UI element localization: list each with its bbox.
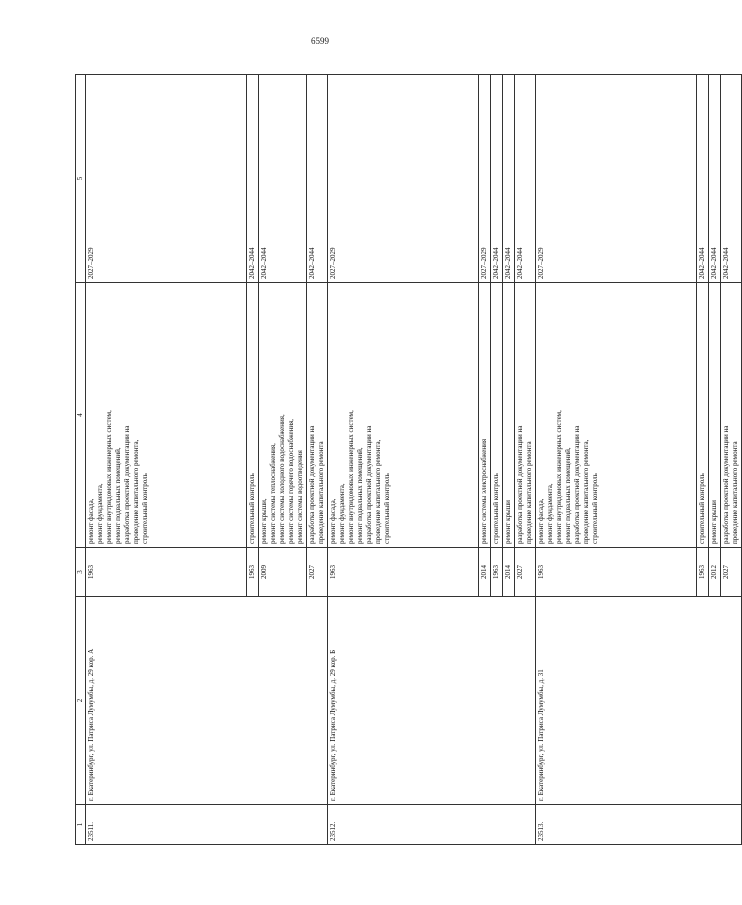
- work-line: строительный контроль: [492, 473, 500, 544]
- work-line: проведение капитального ремонта: [317, 441, 325, 544]
- header-col-3: 3: [76, 548, 86, 597]
- work-cell: [697, 283, 709, 548]
- year-cell: 2014: [503, 548, 515, 597]
- repair-schedule-table-container: [75, 75, 739, 845]
- table-row: [536, 75, 697, 845]
- year-cell: 1963: [491, 548, 503, 597]
- work-cell: [259, 283, 307, 548]
- row-number: 23511.: [86, 805, 328, 845]
- table-row: [328, 75, 479, 845]
- work-line: ремонт подвальных помещений,: [356, 447, 364, 544]
- period-cell: 2042–2044: [247, 75, 259, 283]
- period-cell: 2042–2044: [503, 75, 515, 283]
- period-cell: 2042–2044: [697, 75, 709, 283]
- address-cell: г. Екатеринбург, ул. Патриса Лумумбы, д. 31: [536, 597, 742, 805]
- work-line: проведение капитального ремонта,: [132, 439, 140, 544]
- work-line: ремонт внутридомовых инженерных систем,: [347, 410, 355, 544]
- period-cell: 2042–2044: [709, 75, 721, 283]
- year-cell: 2009: [259, 548, 307, 597]
- period-cell: 2027–2029: [86, 75, 247, 283]
- period-cell: 2027–2029: [328, 75, 479, 283]
- page-number: 6599: [311, 36, 329, 46]
- work-line: ремонт подвальных помещений,: [564, 447, 572, 544]
- period-cell: 2042–2044: [259, 75, 307, 283]
- year-cell: 1963: [328, 548, 479, 597]
- year-cell: 2027: [515, 548, 536, 597]
- work-line: разработка проектной документации на: [722, 425, 730, 544]
- work-cell: [86, 283, 247, 548]
- year-cell: 1963: [536, 548, 697, 597]
- work-line: ремонт системы теплоснабжения,: [269, 443, 277, 544]
- work-line: проведение капитального ремонта: [731, 441, 739, 544]
- period-cell: 2042–2044: [515, 75, 536, 283]
- work-line: ремонт подвальных помещений,: [114, 447, 122, 544]
- work-line: строительный контроль: [141, 473, 149, 544]
- header-col-1: 1: [76, 805, 86, 845]
- period-cell: 2042–2044: [721, 75, 742, 283]
- table-body: [86, 75, 742, 845]
- period-cell: 2027–2029: [479, 75, 491, 283]
- period-cell: 2042–2044: [491, 75, 503, 283]
- work-line: разработка проектной документации на: [516, 425, 524, 544]
- work-line: ремонт фасада,: [87, 498, 95, 544]
- work-line: ремонт фасада,: [537, 498, 545, 544]
- year-cell: 1963: [247, 548, 259, 597]
- work-line: ремонт крыши: [710, 500, 718, 544]
- work-line: ремонт фундамента,: [546, 483, 554, 544]
- header-col-5: 5: [76, 75, 86, 283]
- work-line: строительный контроль: [383, 473, 391, 544]
- work-line: ремонт системы горячего водоснабжения,: [287, 418, 295, 544]
- header-col-2: 2: [76, 597, 86, 805]
- work-line: ремонт фундамента,: [96, 483, 104, 544]
- year-cell: 2014: [479, 548, 491, 597]
- year-cell: 1963: [86, 548, 247, 597]
- work-line: строительный контроль: [698, 473, 706, 544]
- header-row: [76, 75, 86, 845]
- work-line: проведение капитального ремонта,: [582, 439, 590, 544]
- work-line: разработка проектной документации на: [123, 425, 131, 544]
- work-cell: [491, 283, 503, 548]
- work-cell: [515, 283, 536, 548]
- work-line: разработка проектной документации на: [365, 425, 373, 544]
- work-line: ремонт системы холодного водоснабжения,: [278, 414, 286, 544]
- year-cell: 2027: [307, 548, 328, 597]
- work-cell: [709, 283, 721, 548]
- work-line: ремонт крыши: [504, 500, 512, 544]
- header-col-4: 4: [76, 283, 86, 548]
- period-cell: 2027–2029: [536, 75, 697, 283]
- period-cell: 2042–2044: [307, 75, 328, 283]
- work-line: разработка проектной документации на: [308, 425, 316, 544]
- work-line: ремонт внутридомовых инженерных систем,: [555, 410, 563, 544]
- row-number: 23513.: [536, 805, 742, 845]
- work-line: ремонт системы водоотведения: [296, 450, 304, 544]
- year-cell: 1963: [697, 548, 709, 597]
- work-line: ремонт фундамента,: [338, 483, 346, 544]
- year-cell: 2027: [721, 548, 742, 597]
- work-line: проведение капитального ремонта,: [374, 439, 382, 544]
- work-cell: [307, 283, 328, 548]
- work-line: проведение капитального ремонта: [525, 441, 533, 544]
- work-cell: [721, 283, 742, 548]
- work-line: ремонт внутридомовых инженерных систем,: [105, 410, 113, 544]
- work-line: разработка проектной документации на: [573, 425, 581, 544]
- address-cell: г. Екатеринбург, ул. Патриса Лумумбы, д. 29 кор. Б: [328, 597, 536, 805]
- address-cell: г. Екатеринбург, ул. Патриса Лумумбы, д. 29 кор. А: [86, 597, 328, 805]
- work-line: ремонт фасада,: [329, 498, 337, 544]
- work-cell: [536, 283, 697, 548]
- year-cell: 2012: [709, 548, 721, 597]
- row-number: 23512.: [328, 805, 536, 845]
- table-row: [86, 75, 247, 845]
- work-line: строительный контроль: [591, 473, 599, 544]
- work-cell: [328, 283, 479, 548]
- work-cell: [479, 283, 491, 548]
- work-line: ремонт системы электроснабжения: [480, 438, 488, 544]
- repair-schedule-table: [75, 74, 742, 845]
- work-line: ремонт крыши,: [260, 498, 268, 544]
- work-cell: [247, 283, 259, 548]
- work-line: строительный контроль: [248, 473, 256, 544]
- work-cell: [503, 283, 515, 548]
